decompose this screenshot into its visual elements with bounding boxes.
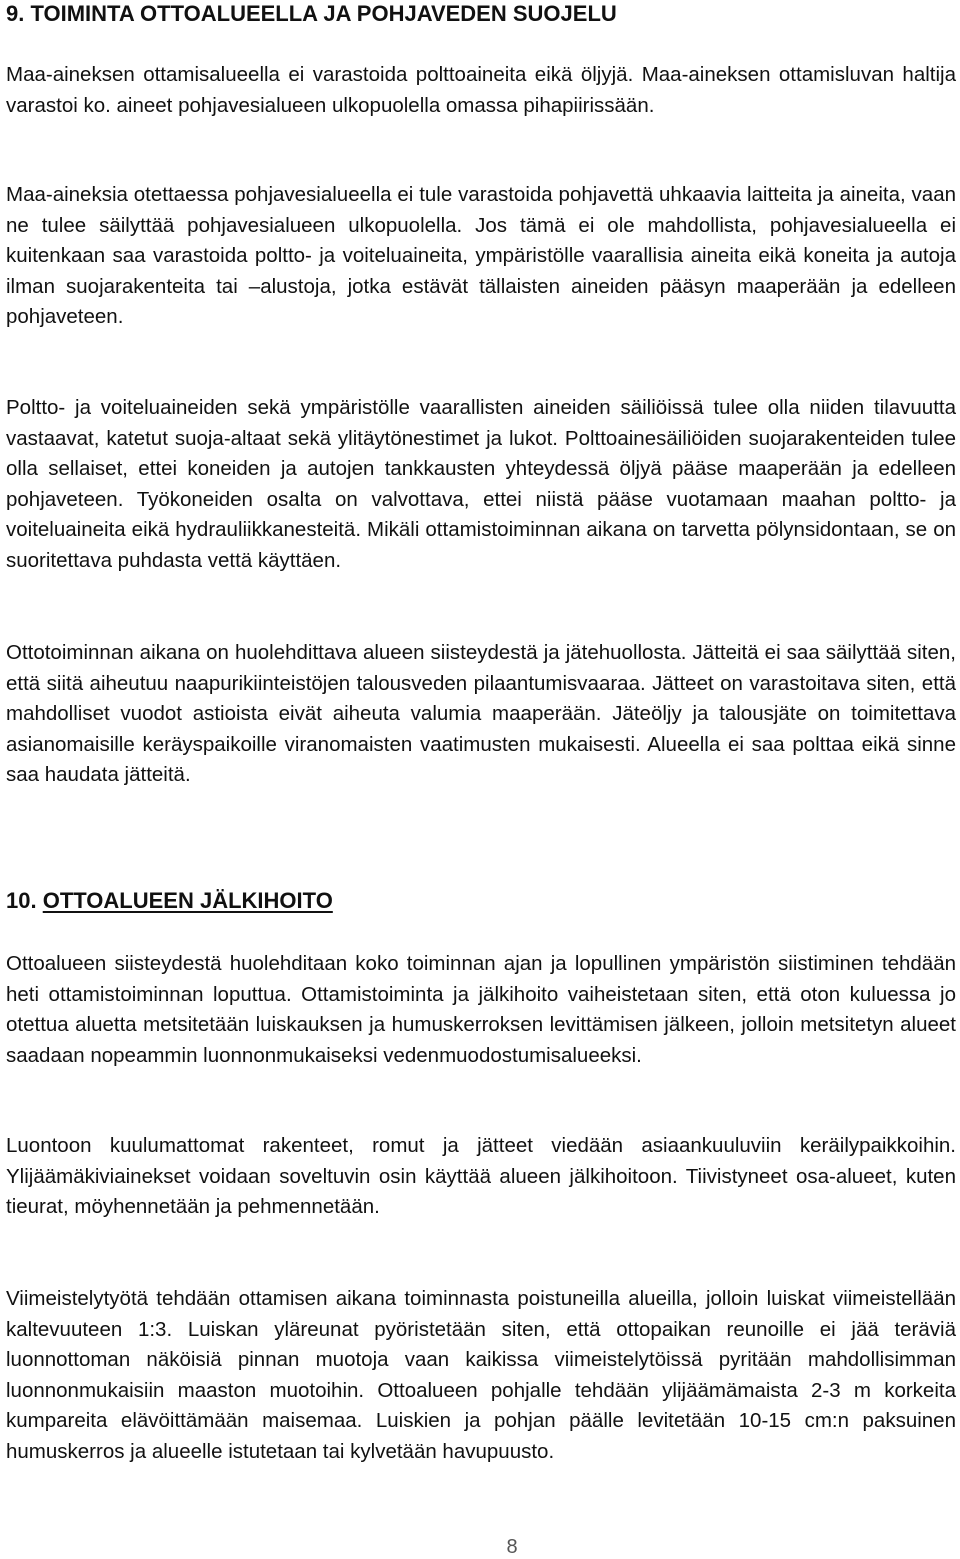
section-9-paragraph-2: Maa-aineksia otettaessa pohjavesialueella ei tule varastoida pohjavettä uhkaavia laitteita ja aineita, vaan ne tulee säilyttää pohjavesialueen ulkopuolella. Jos tämä ei ole mahdollista, pohjavesialueella ei kuitenkaan saa varastoida poltto- ja voiteluaineita, ympäristölle vaarallisia aineita eikä koneita ja autoja ilman suojarakenteita tai –alustoja, jotka estävät tällaisten aineiden pääsyn maaperään ja edelleen pohjaveteen.: [6, 183, 956, 328]
section-9-paragraph-4: Ottotoiminnan aikana on huolehdittava alueen siisteydestä ja jätehuollosta. Jätteitä ei saa säilyttää siten, että siitä aiheutuu naapurikiinteistöjen talousveden pilaantumisvaaraa. Jätteet on varastoitava siten, että mahdolliset vuodot astioista eivät aiheuta valumia maaperään. Jäteöljy ja talousjäte on toimitettava asianomaisille keräyspaikoille viranomaisten vaatimusten mukaisesti. Alueella ei saa polttaa eikä sinne saa haudata jätteitä.: [6, 641, 956, 786]
section-10-heading: [6, 886, 333, 916]
section-10-paragraph-3: Viimeistelytyötä tehdään ottamisen aikana toiminnasta poistuneilla alueilla, jolloin luiskat viimeistellään kaltevuuteen 1:3. Luiskan yläreunat pyöristetään siten, että ottopaikan reunoille ei jää teräviä luonnottoman näköisiä pinnan muotoja vaan kaikissa viimeistelytöissä pyritään mahdollisimman luonnonmukaisiin maaston muotoihin. Ottoalueen pohjalle tehdään ylijäämämaista 2-3 m korkeita kumpareita elävöittämään maisemaa. Luiskien ja pohjan päälle levitetään 10-15 cm:n paksuinen humuskerros ja alueelle istutetaan tai kylvetään havupuusto.: [6, 1287, 956, 1463]
section-9-heading: 9. TOIMINTA OTTOALUEELLA JA POHJAVEDEN SUOJELU: [6, 1, 617, 26]
section-10-number: 10.: [6, 888, 37, 913]
section-10-paragraph-1: Ottoalueen siisteydestä huolehditaan koko toiminnan ajan ja lopullinen ympäristön siistiminen tehdään heti ottamistoiminnan loputtua. Ottamistoiminta ja jälkihoito vaiheistetaan siten, että oton kuluessa jo otettua aluetta metsitetään luiskauksen ja humuskerroksen levittämisen jälkeen, jolloin metsitetyn alueet saadaan nopeammin luonnonmukaiseksi vedenmuodostumisalueeksi.: [6, 952, 956, 1067]
section-9-paragraph-1: Maa-aineksen ottamisalueella ei varastoida polttoaineita eikä öljyjä. Maa-aineksen ottamisluvan haltija varastoi ko. aineet pohjavesialueen ulkopuolella omassa pihapiirissään.: [6, 63, 956, 117]
page-number: 8: [506, 1536, 518, 1558]
section-10-title: OTTOALUEEN JÄLKIHOITO: [42, 888, 333, 913]
section-10-paragraph-2: Luontoon kuulumattomat rakenteet, romut ja jätteet viedään asiaankuuluviin keräilypaikkoihin. Ylijäämäkiviainekset voidaan soveltuvin osin käyttää alueen jälkihoitoon. Tiivistyneet osa-alueet, kuten tieurat, möyhennetään ja pehmennetään.: [6, 1134, 956, 1218]
section-9-paragraph-3: Poltto- ja voiteluaineiden sekä ympäristölle vaarallisten aineiden säiliöissä tulee olla niiden tilavuutta vastaavat, katetut suoja-altaat sekä ylitäytönestimet ja lukot. Polttoainesäiliöiden suojarakenteiden tulee olla sellaiset, ettei koneiden ja autojen tankkausten yhteydessä öljyä pääse maaperään ja edelleen pohjaveteen. Työkoneiden osalta on valvottava, ettei niistä pääse vuotamaan maahan poltto- ja voiteluaineita eikä hydrauliikkanesteitä. Mikäli ottamistoiminnan aikana on tarvetta pölynsidontaan, se on suoritettava puhdasta vettä käyttäen.: [6, 396, 956, 572]
